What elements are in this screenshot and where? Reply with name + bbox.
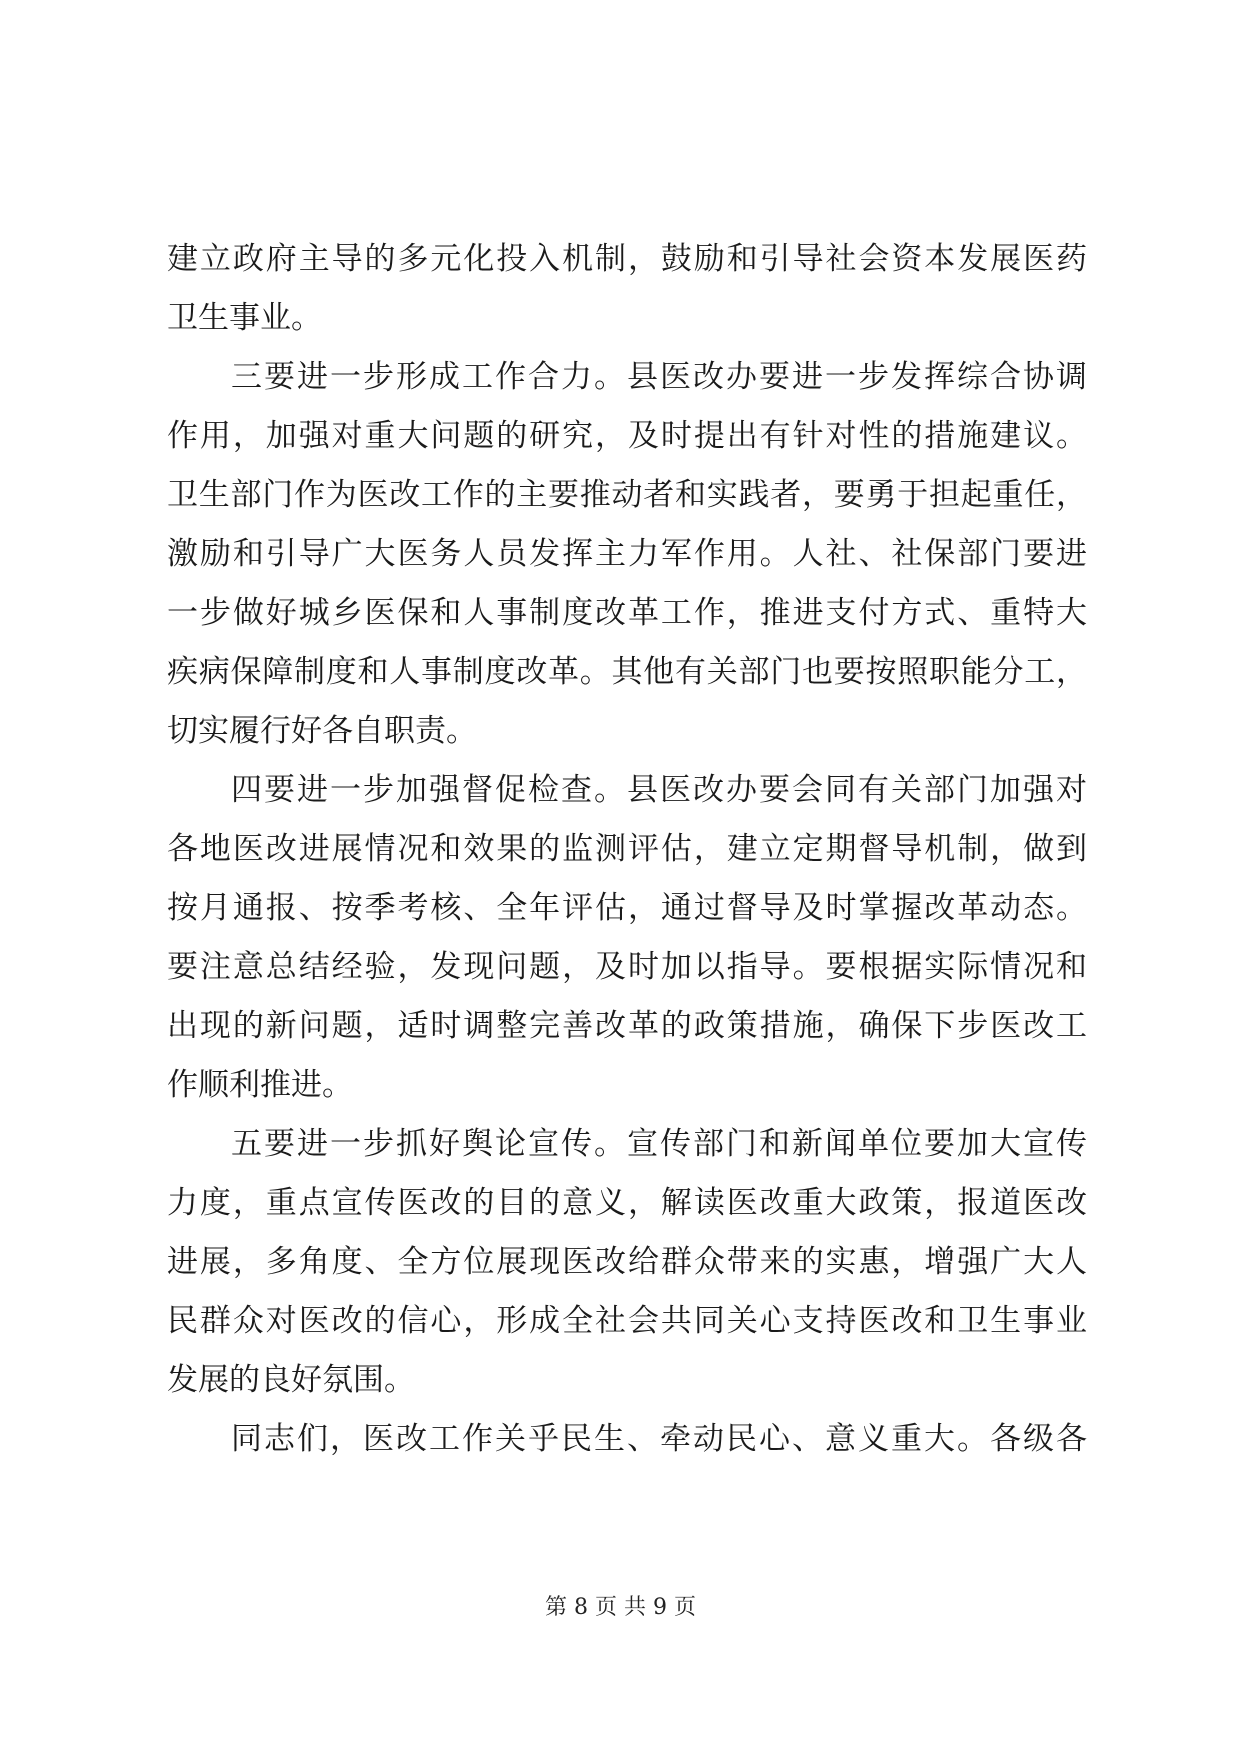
text-line: 切实履行好各自职责。 [167,713,477,749]
text-line: 要注意总结经验，发现问题，及时加以指导。要根据实际情况和 [167,949,1087,985]
paragraph-start-line: 五要进一步抓好舆论宣传。宣传部门和新闻单位要加大宣传 [231,1126,1087,1162]
text-line: 出现的新问题，适时调整完善改革的政策措施，确保下步医改工 [167,1008,1087,1044]
paragraph-start-line: 同志们，医改工作关乎民生、牵动民心、意义重大。各级各 [231,1421,1087,1457]
text-line: 民群众对医改的信心，形成全社会共同关心支持医改和卫生事业 [167,1303,1087,1339]
text-line: 发展的良好氛围。 [167,1362,415,1398]
text-line: 各地医改进展情况和效果的监测评估，建立定期督导机制，做到 [167,831,1087,867]
text-line: 卫生部门作为医改工作的主要推动者和实践者，要勇于担起重任， [167,477,1087,513]
text-line: 作顺利推进。 [167,1067,353,1103]
text-line: 按月通报、按季考核、全年评估，通过督导及时掌握改革动态。 [167,890,1087,926]
text-line: 一步做好城乡医保和人事制度改革工作，推进支付方式、重特大 [167,595,1087,631]
paragraph-start-line: 三要进一步形成工作合力。县医改办要进一步发挥综合协调 [231,359,1087,395]
text-line: 作用，加强对重大问题的研究，及时提出有针对性的措施建议。 [167,418,1087,454]
text-line: 进展，多角度、全方位展现医改给群众带来的实惠，增强广大人 [167,1244,1087,1280]
paragraph-start-line: 四要进一步加强督促检查。县医改办要会同有关部门加强对 [231,772,1087,808]
text-line: 力度，重点宣传医改的目的意义，解读医改重大政策，报道医改 [167,1185,1087,1221]
page-number-footer: 第 8 页 共 9 页 [545,1595,696,1620]
text-line: 激励和引导广大医务人员发挥主力军作用。人社、社保部门要进 [167,536,1087,572]
document-body [167,230,1087,1469]
text-line: 建立政府主导的多元化投入机制，鼓励和引导社会资本发展医药 [167,241,1087,277]
text-line: 卫生事业。 [167,300,322,336]
text-line: 疾病保障制度和人事制度改革。其他有关部门也要按照职能分工， [167,654,1087,690]
